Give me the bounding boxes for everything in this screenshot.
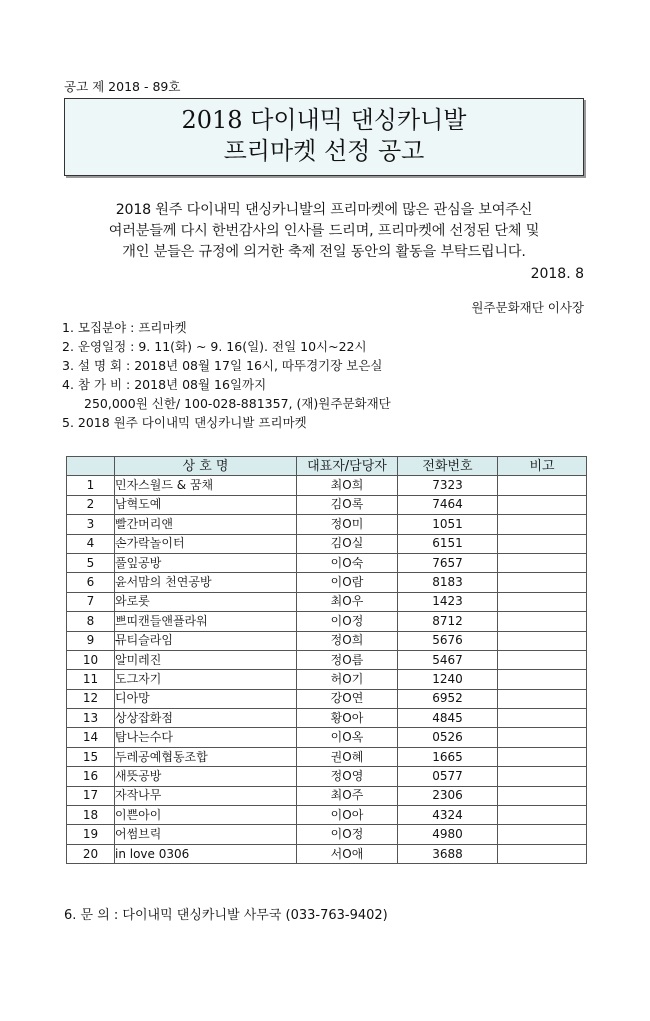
- cell-number: 17: [67, 786, 115, 805]
- cell-representative: 정O미: [297, 515, 398, 534]
- intro-line: 개인 분들은 규정에 의거한 축제 전일 동안의 활동을 부탁드립니다.: [122, 244, 526, 260]
- cell-phone: 5467: [398, 650, 498, 669]
- table-row: [67, 612, 587, 631]
- cell-number: 3: [67, 515, 115, 534]
- cell-note: [498, 631, 587, 650]
- cell-phone: 4845: [398, 709, 498, 728]
- cell-phone: 1240: [398, 670, 498, 689]
- table-row: [67, 806, 587, 825]
- cell-representative: 최O희: [297, 476, 398, 495]
- table-row: [67, 515, 587, 534]
- cell-note: [498, 728, 587, 747]
- cell-shop-name: 윤서맘의 천연공방: [115, 573, 297, 592]
- cell-representative: 황O아: [297, 709, 398, 728]
- cell-representative: 김O록: [297, 495, 398, 514]
- table-row: [67, 670, 587, 689]
- cell-note: [498, 515, 587, 534]
- cell-representative: 최O주: [297, 786, 398, 805]
- cell-shop-name: 디아망: [115, 689, 297, 708]
- cell-note: [498, 573, 587, 592]
- cell-representative: 이O정: [297, 612, 398, 631]
- cell-note: [498, 825, 587, 844]
- header-representative: 대표자/담당자: [297, 457, 398, 476]
- cell-number: 20: [67, 844, 115, 863]
- info-item-briefing: 3. 설 명 회 : 2018년 08월 17일 16시, 따뚜경기장 보은실: [62, 358, 383, 373]
- cell-representative: 정O영: [297, 767, 398, 786]
- cell-phone: 4324: [398, 806, 498, 825]
- vendor-table: [66, 456, 587, 864]
- cell-note: [498, 786, 587, 805]
- cell-number: 7: [67, 592, 115, 611]
- table-row: [67, 825, 587, 844]
- header-shop-name: 상 호 명: [115, 457, 297, 476]
- cell-number: 6: [67, 573, 115, 592]
- cell-note: [498, 709, 587, 728]
- cell-shop-name: 탐나는수다: [115, 728, 297, 747]
- info-item-category: 1. 모집분야 : 프리마켓: [62, 320, 187, 335]
- cell-representative: 이O옥: [297, 728, 398, 747]
- info-list: [62, 318, 391, 432]
- title-box: [64, 98, 584, 176]
- header-note: 비고: [498, 457, 587, 476]
- cell-shop-name: 상상잡화점: [115, 709, 297, 728]
- cell-phone: 5676: [398, 631, 498, 650]
- table-row: [67, 631, 587, 650]
- title-line-2: 프리마켓 선정 공고: [223, 137, 425, 165]
- cell-number: 9: [67, 631, 115, 650]
- table-row: [67, 728, 587, 747]
- cell-phone: 7464: [398, 495, 498, 514]
- intro-line: 여러분들께 다시 한번감사의 인사를 드리며, 프리마켓에 선정된 단체 및: [108, 223, 540, 239]
- cell-number: 12: [67, 689, 115, 708]
- table-row: [67, 689, 587, 708]
- cell-note: [498, 476, 587, 495]
- table-row: [67, 592, 587, 611]
- table-row: [67, 747, 587, 766]
- cell-number: 10: [67, 650, 115, 669]
- cell-representative: 최O우: [297, 592, 398, 611]
- cell-phone: 7657: [398, 553, 498, 572]
- cell-shop-name: 손가락놀이터: [115, 534, 297, 553]
- cell-shop-name: 새뜻공방: [115, 767, 297, 786]
- table-row: [67, 495, 587, 514]
- cell-note: [498, 612, 587, 631]
- table-row: [67, 553, 587, 572]
- cell-phone: 1665: [398, 747, 498, 766]
- cell-phone: 0577: [398, 767, 498, 786]
- info-item-fee: 4. 참 가 비 : 2018년 08월 16일까지: [62, 377, 267, 392]
- issuer: 원주문화재단 이사장: [471, 300, 584, 315]
- cell-note: [498, 747, 587, 766]
- cell-note: [498, 534, 587, 553]
- cell-shop-name: 쁘띠캔들앤플라워: [115, 612, 297, 631]
- cell-shop-name: 뮤티슬라임: [115, 631, 297, 650]
- header-phone: 전화번호: [398, 457, 498, 476]
- cell-shop-name: 자작나무: [115, 786, 297, 805]
- cell-phone: 6151: [398, 534, 498, 553]
- cell-shop-name: 와로롯: [115, 592, 297, 611]
- intro-line: 2018 원주 다이내믹 댄싱카니발의 프리마켓에 많은 관심을 보여주신: [115, 202, 533, 218]
- cell-note: [498, 767, 587, 786]
- cell-number: 16: [67, 767, 115, 786]
- cell-shop-name: 이쁜아이: [115, 806, 297, 825]
- cell-number: 19: [67, 825, 115, 844]
- cell-representative: 김O실: [297, 534, 398, 553]
- cell-number: 11: [67, 670, 115, 689]
- intro-paragraph: [64, 200, 584, 263]
- cell-representative: 이O람: [297, 573, 398, 592]
- cell-representative: 정O름: [297, 650, 398, 669]
- table-header-row: [67, 457, 587, 476]
- cell-number: 18: [67, 806, 115, 825]
- notice-number: 공고 제 2018 - 89호: [64, 79, 181, 94]
- cell-shop-name: 풀잎공방: [115, 553, 297, 572]
- cell-representative: 권O혜: [297, 747, 398, 766]
- cell-note: [498, 592, 587, 611]
- cell-representative: 이O아: [297, 806, 398, 825]
- cell-number: 1: [67, 476, 115, 495]
- cell-number: 5: [67, 553, 115, 572]
- table-row: [67, 844, 587, 863]
- title-line-1: 2018 다이내믹 댄싱카니발: [181, 106, 467, 134]
- cell-number: 2: [67, 495, 115, 514]
- cell-note: [498, 650, 587, 669]
- table-row: [67, 534, 587, 553]
- cell-representative: 강O연: [297, 689, 398, 708]
- table-row: [67, 650, 587, 669]
- cell-number: 14: [67, 728, 115, 747]
- cell-representative: 이O숙: [297, 553, 398, 572]
- cell-number: 4: [67, 534, 115, 553]
- cell-number: 8: [67, 612, 115, 631]
- cell-phone: 7323: [398, 476, 498, 495]
- contact-info: 6. 문 의 : 다이내믹 댄싱카니발 사무국 (033-763-9402): [64, 908, 388, 923]
- table-row: [67, 709, 587, 728]
- cell-phone: 0526: [398, 728, 498, 747]
- cell-phone: 3688: [398, 844, 498, 863]
- info-item-fee-account: 250,000원 신한/ 100-028-881357, (재)원주문화재단: [84, 396, 391, 411]
- table-row: [67, 573, 587, 592]
- cell-number: 13: [67, 709, 115, 728]
- cell-note: [498, 495, 587, 514]
- cell-shop-name: 어썸브릭: [115, 825, 297, 844]
- cell-representative: 허O기: [297, 670, 398, 689]
- info-item-schedule: 2. 운영일정 : 9. 11(화) ~ 9. 16(일). 전일 10시~22시: [62, 339, 367, 354]
- cell-representative: 이O정: [297, 825, 398, 844]
- cell-note: [498, 844, 587, 863]
- cell-shop-name: 남혁도예: [115, 495, 297, 514]
- cell-shop-name: in love 0306: [115, 844, 297, 863]
- cell-phone: 2306: [398, 786, 498, 805]
- cell-note: [498, 689, 587, 708]
- cell-phone: 6952: [398, 689, 498, 708]
- cell-number: 15: [67, 747, 115, 766]
- cell-note: [498, 806, 587, 825]
- table-row: [67, 476, 587, 495]
- cell-shop-name: 알미레진: [115, 650, 297, 669]
- cell-shop-name: 두레공예협동조합: [115, 747, 297, 766]
- table-row: [67, 786, 587, 805]
- cell-representative: 서O애: [297, 844, 398, 863]
- cell-phone: 1423: [398, 592, 498, 611]
- cell-note: [498, 553, 587, 572]
- cell-shop-name: 민자스월드 & 꿈채: [115, 476, 297, 495]
- cell-note: [498, 670, 587, 689]
- cell-phone: 1051: [398, 515, 498, 534]
- table-row: [67, 767, 587, 786]
- cell-representative: 정O희: [297, 631, 398, 650]
- cell-phone: 8183: [398, 573, 498, 592]
- cell-shop-name: 빨간머리앤: [115, 515, 297, 534]
- cell-phone: 4980: [398, 825, 498, 844]
- cell-shop-name: 도그자기: [115, 670, 297, 689]
- header-number: [67, 457, 115, 476]
- info-item-market: 5. 2018 원주 다이내믹 댄싱카니발 프리마켓: [62, 415, 307, 430]
- notice-date: 2018. 8: [530, 266, 584, 282]
- cell-phone: 8712: [398, 612, 498, 631]
